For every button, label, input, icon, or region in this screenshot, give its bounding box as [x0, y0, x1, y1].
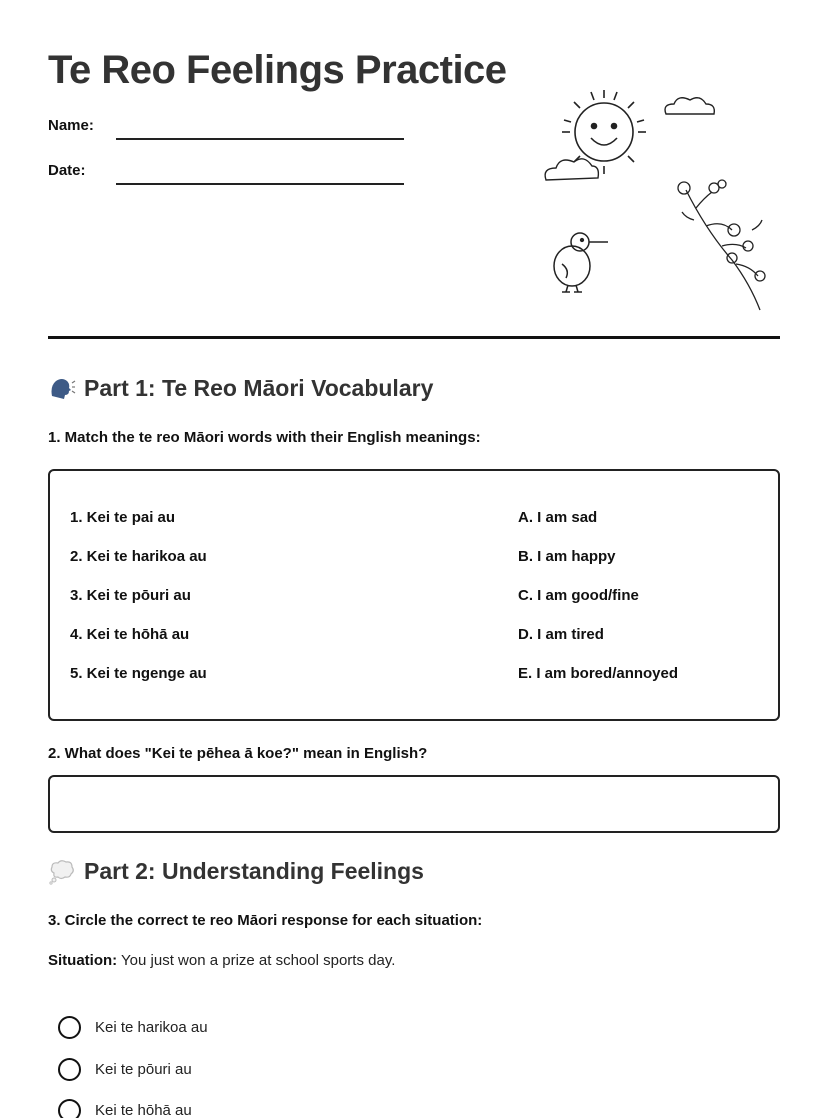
question-3: 3. Circle the correct te reo Māori response for each situation: [48, 912, 483, 929]
option-item[interactable] [58, 1058, 192, 1081]
date-label: Date: [48, 162, 86, 179]
radio-circle-icon[interactable] [58, 1016, 81, 1039]
match-right-item: B. I am happy [518, 548, 616, 565]
match-right-item: D. I am tired [518, 626, 604, 643]
situation-text [48, 952, 395, 969]
name-field[interactable] [116, 138, 404, 140]
match-left-item: 5. Kei te ngenge au [70, 665, 207, 682]
radio-circle-icon[interactable] [58, 1099, 81, 1118]
matching-box [48, 469, 780, 721]
question-1: 1. Match the te reo Māori words with their English meanings: [48, 429, 481, 446]
header-illustration [536, 80, 786, 320]
match-right-item: C. I am good/fine [518, 587, 639, 604]
option-label: Kei te harikoa au [95, 1019, 208, 1036]
match-left-item: 3. Kei te pōuri au [70, 587, 191, 604]
match-left-item: 1. Kei te pai au [70, 509, 176, 526]
part1-heading-text: Part 1: Te Reo Māori Vocabulary [84, 374, 434, 401]
part2-heading-text: Part 2: Understanding Feelings [84, 857, 424, 884]
option-item[interactable] [58, 1016, 208, 1039]
option-label: Kei te hōhā au [95, 1102, 192, 1118]
radio-circle-icon[interactable] [58, 1058, 81, 1081]
kiwi-bird-icon [554, 233, 608, 292]
option-item[interactable] [58, 1099, 192, 1118]
part1-heading [48, 374, 433, 402]
name-label: Name: [48, 117, 94, 134]
cloud-icon [665, 98, 714, 114]
date-field[interactable] [116, 183, 404, 185]
page-title: Te Reo Feelings Practice [48, 48, 507, 92]
header-divider [48, 336, 780, 339]
situation-description: You just won a prize at school sports day. [117, 952, 396, 969]
match-right-item: E. I am bored/annoyed [518, 665, 679, 682]
match-right-item: A. I am sad [518, 509, 598, 526]
cloud-icon [545, 159, 598, 180]
flower-branch-icon [678, 180, 765, 310]
match-left-item: 4. Kei te hōhā au [70, 626, 190, 643]
speaking-head-icon [48, 374, 76, 402]
match-left-item: 2. Kei te harikoa au [70, 548, 207, 565]
option-label: Kei te pōuri au [95, 1061, 192, 1078]
situation-label: Situation: [48, 952, 118, 969]
thought-bubble-icon [48, 857, 76, 885]
part2-heading [48, 857, 424, 885]
question-2: 2. What does "Kei te pēhea ā koe?" mean in English? [48, 745, 428, 762]
answer-field[interactable] [48, 775, 780, 833]
